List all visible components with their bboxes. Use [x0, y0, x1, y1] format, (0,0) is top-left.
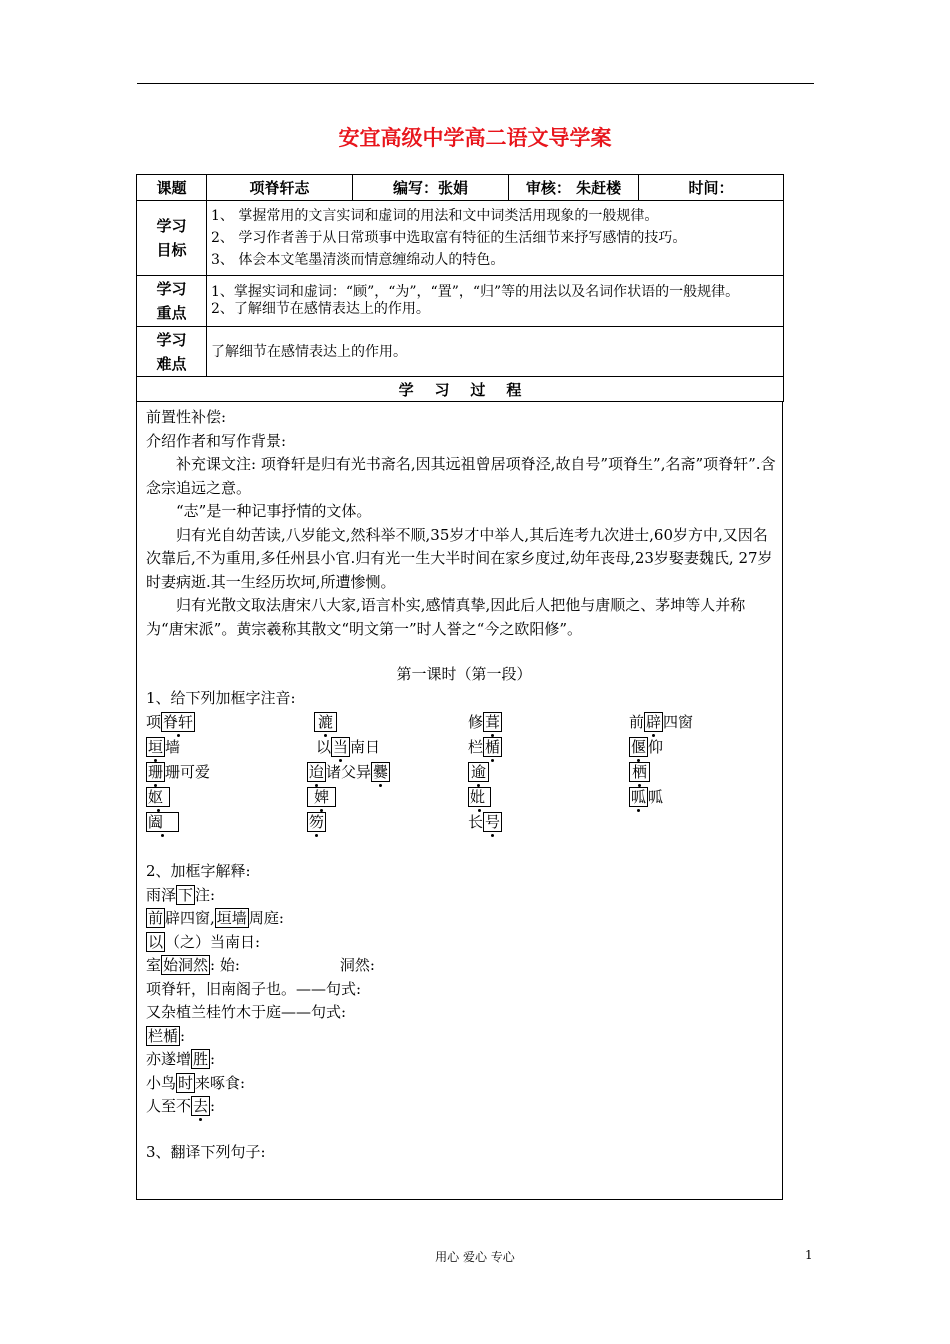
- goal-item: 1、 掌握常用的文言实词和虚词的用法和文中词类活用现象的一般规律。: [211, 208, 659, 224]
- pinyin-item: 垣 墙: [148, 738, 181, 756]
- goal-item: 3、 体会本文笔墨清淡而情意缠绵动人的特色。: [211, 252, 505, 268]
- pinyin-item: 婢: [307, 785, 336, 809]
- pinyin-grid: [146, 710, 782, 838]
- note-paragraph: 补充课文注: 项脊轩是归有光书斋名,因其远祖曾居项脊泾,故自号”项脊生”,名斋”项脊轩”.含念宗追远之意。: [146, 455, 776, 497]
- process-section: [136, 402, 783, 1200]
- reviewer: 审核： 朱赶楼: [509, 175, 639, 201]
- explain-item: 小鸟 时 来啄食:: [146, 1073, 246, 1092]
- goals-row: [137, 201, 784, 276]
- pinyin-item: 偃 仰: [631, 738, 664, 756]
- zhi-paragraph: “志”是一种记事抒情的文体。: [176, 502, 372, 520]
- pre-comp: 前置性补偿:: [146, 408, 227, 426]
- focus-item: 1、掌握实词和虚词：“顾”，“为”，“置”，“归”等的用法以及名词作状语的一般规律。: [211, 284, 740, 300]
- pinyin-item: 呱 呱: [631, 788, 664, 806]
- pinyin-item: 妣: [468, 785, 491, 809]
- document-title: 安宜高级中学高二语文导学案: [338, 126, 612, 150]
- difficulty-label: 学习 难点: [137, 327, 207, 377]
- difficulty-row: [137, 327, 784, 377]
- focus-row: [137, 276, 784, 327]
- focus-label: 学习 重点: [137, 276, 207, 327]
- pinyin-item: 妪: [146, 785, 170, 809]
- difficulty-content: 了解细节在感情表达上的作用。: [207, 327, 784, 377]
- intro: 介绍作者和写作背景:: [146, 431, 287, 450]
- process-header: 学 习 过 程: [137, 377, 784, 402]
- goals-label: 学习 目标: [137, 201, 207, 276]
- focus-content: [207, 276, 784, 327]
- explain-item: 项脊轩，旧南阁子也。——句式:: [146, 979, 362, 998]
- school-paragraph: 归有光散文取法唐宋八大家,语言朴实,感情真挚,因此后人把他与唐顺之、茅坤等人并称为“唐宋派”。黄宗羲称其散文“明文第一”时人誉之“今之欧阳修”。: [146, 596, 746, 638]
- page-number: 1: [805, 1248, 813, 1262]
- pinyin-item: 栏 楯: [468, 738, 501, 756]
- pinyin-item: 笏: [309, 813, 325, 831]
- header-row: [137, 175, 784, 201]
- explain-item: 雨泽 下 注:: [146, 885, 216, 904]
- top-rule: [137, 83, 814, 84]
- pinyin-item: 阖: [146, 810, 179, 834]
- footer-motto: 用心 爱心 专心: [435, 1250, 515, 1264]
- question-2: 2、加框字解释:: [146, 862, 251, 880]
- process-header-row: [137, 377, 784, 402]
- pinyin-item: 逾: [468, 760, 489, 784]
- bio-paragraph: 归有光自幼苦读,八岁能文,然科举不顺,35岁才中举人,其后连考九次进士,60岁方中,又因名次靠后,不为重用,多任州县小官.归有光一生大半时间在家乡度过,幼年丧母,23岁娶妻魏氏, 27岁时妻病逝.其一生经历坎坷,所遭惨恻。: [146, 525, 773, 591]
- explain-item: 又杂植兰桂竹木于庭——句式:: [146, 1003, 347, 1021]
- pinyin-item: 漉: [314, 710, 337, 734]
- pinyin-item: 长 号: [468, 813, 501, 831]
- pinyin-item: 迨 诸父异 爨: [309, 763, 389, 781]
- explain-item: 人至不 去 :: [146, 1097, 216, 1115]
- goals-content: [207, 201, 784, 276]
- explain-item: 以 （之）当南日:: [148, 932, 261, 951]
- explain-item: 亦遂增 胜 :: [146, 1050, 216, 1068]
- explain-item: 栏楯 :: [148, 1026, 186, 1045]
- focus-item: 2、了解细节在感情表达上的作用。: [211, 301, 430, 317]
- goal-item: 2、 学习作者善于从日常琐事中选取富有特征的生活细节来抒写感情的技巧。: [211, 230, 687, 246]
- topic-value: 项脊轩志: [207, 175, 353, 201]
- lesson-heading: 第一课时（第一段）: [396, 665, 532, 683]
- time: 时间：: [639, 175, 784, 201]
- explain-item: 室 始洞然 : 始: 洞然:: [146, 956, 375, 974]
- question-1: 1、给下列加框字注音:: [146, 688, 296, 707]
- pinyin-item: 珊 珊可爱: [148, 763, 211, 781]
- explain-item: 前 辟四窗, 垣墙 周庭:: [148, 909, 284, 927]
- question-3: 3、翻译下列句子:: [146, 1142, 266, 1161]
- topic-label: 课题: [137, 175, 207, 201]
- pinyin-item: 项 脊轩: [146, 713, 194, 731]
- pinyin-item: 前 辟 四窗: [629, 713, 694, 731]
- pinyin-item: 栖: [629, 760, 650, 784]
- pinyin-item: 以 当 南日: [316, 738, 381, 756]
- editor: 编写：张娟: [353, 175, 509, 201]
- pinyin-item: 修 葺: [468, 713, 501, 731]
- info-table: [136, 174, 784, 402]
